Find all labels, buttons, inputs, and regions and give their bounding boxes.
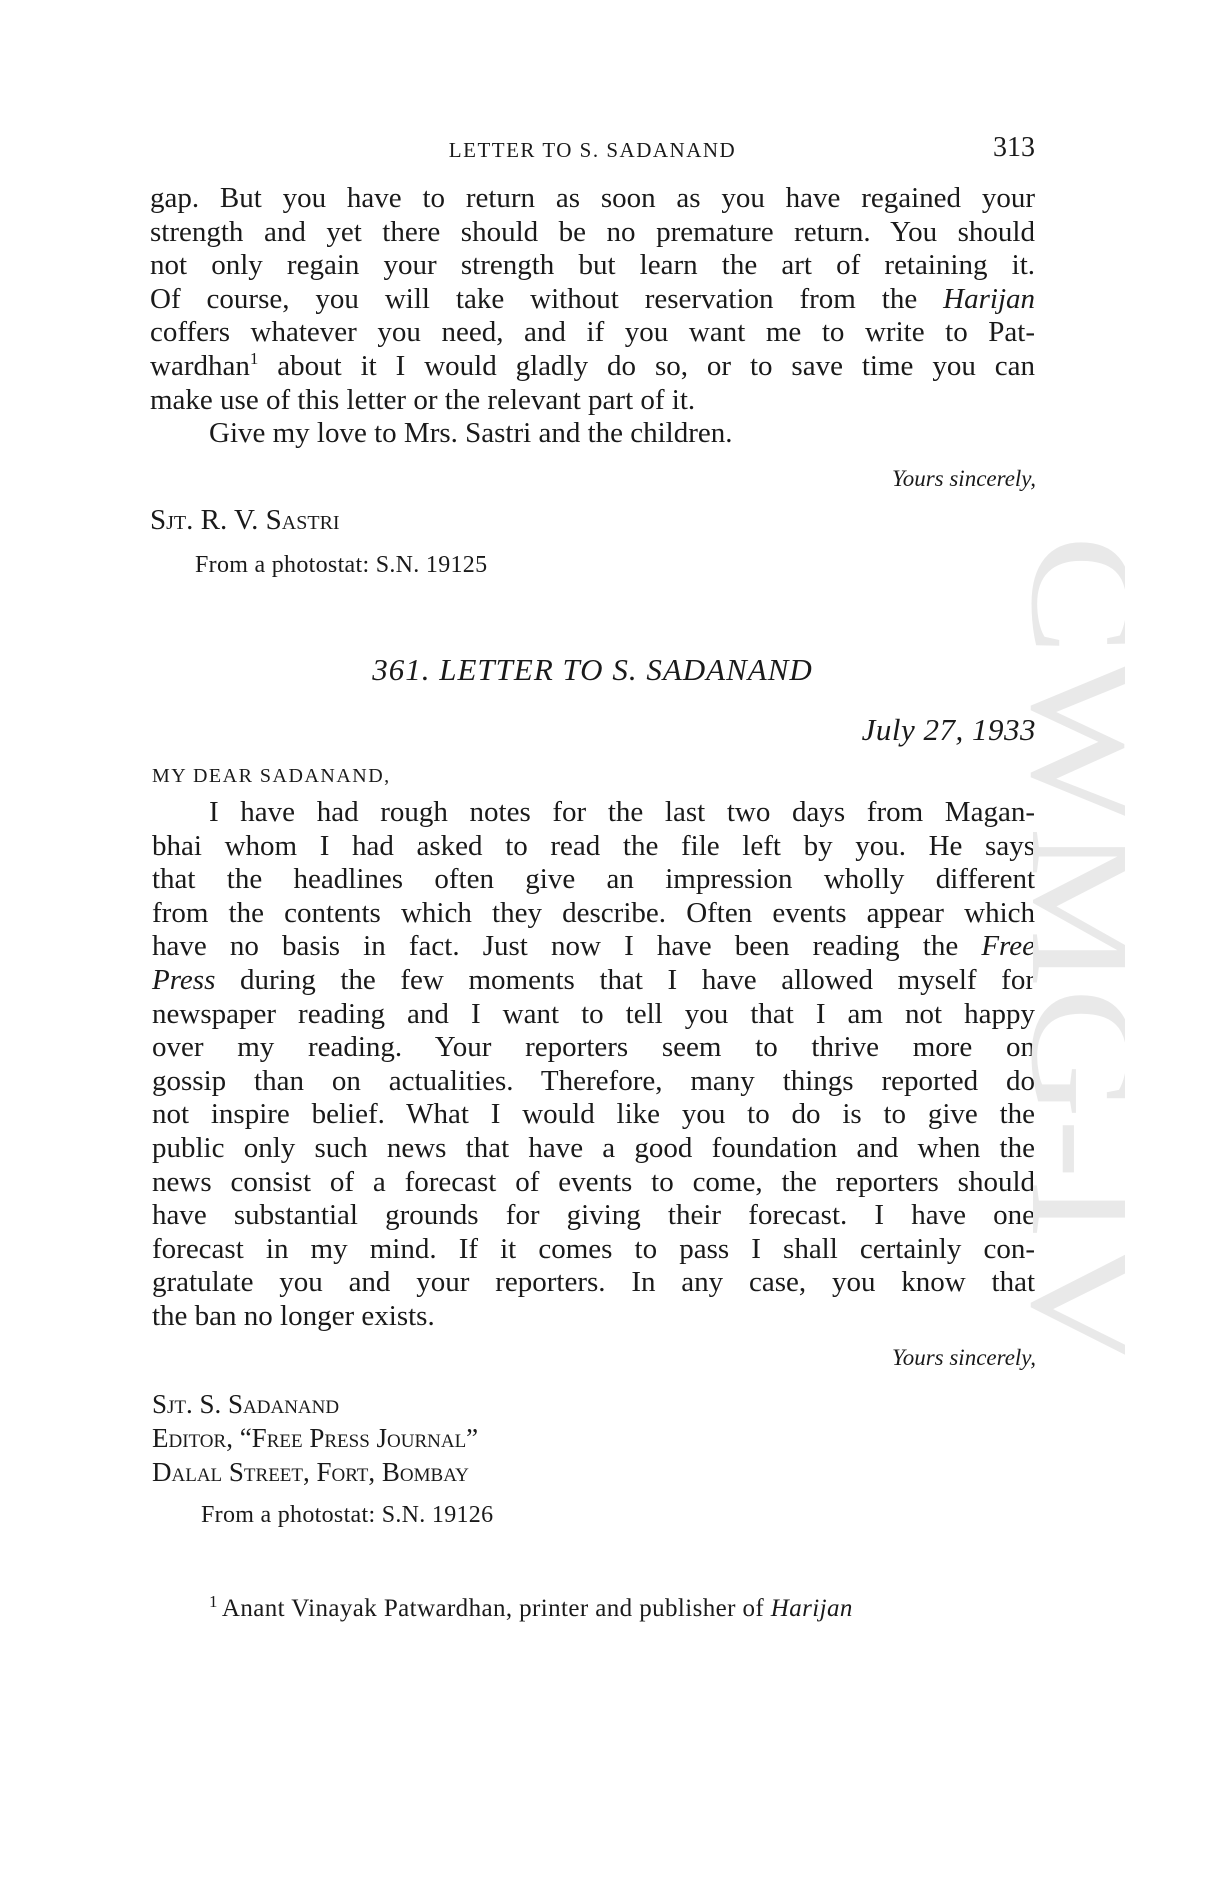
addressee-line: Sjt. R. V. Sastri <box>150 504 340 536</box>
continuation-paragraph <box>150 182 1035 417</box>
text-fragment: have no basis in fact. Just now I have been reading the <box>152 930 959 963</box>
footnote <box>209 1592 853 1623</box>
text-line: gap. But you have to return as soon as you have regained your <box>150 182 1035 214</box>
text-line: coffers whatever you need, and if you want me to write to Pat- <box>150 316 1035 349</box>
italic-free: Free <box>981 930 1036 963</box>
footnote-text: Anant Vinayak Patwardhan, printer and publisher of <box>221 1595 765 1622</box>
footnote-ref: 1 <box>249 348 259 368</box>
text-line: public only such news that have a good foundation and when the <box>152 1131 1035 1164</box>
watermark <box>1005 535 1125 1370</box>
italic-harijan: Harijan <box>943 282 1036 315</box>
recipient-address <box>152 1387 478 1489</box>
text-fragment: about it I would gladly do so, or to save time you can <box>277 349 1035 382</box>
text-line: over my reading. Your reporters seem to thrive more on <box>152 1031 1035 1064</box>
page-number: 313 <box>993 132 1035 163</box>
running-title: LETTER TO S. SADANAND <box>448 138 737 162</box>
love-line <box>209 417 1009 451</box>
footnote-mark: 1 <box>209 1592 218 1611</box>
watermark-text: CWMG-IV <box>1005 535 1125 1227</box>
address-line: Dalal Street, Fort, Bombay <box>152 1457 469 1487</box>
text-fragment: during the few moments that I have allowed myself for <box>240 963 1035 996</box>
text-line <box>150 283 1035 317</box>
text-line <box>150 350 1035 384</box>
text-line: forecast in my mind. If it comes to pass I shall certainly con- <box>152 1232 1035 1265</box>
footnote-italic: Harijan <box>770 1595 853 1622</box>
running-head <box>150 132 1035 168</box>
text-line: have substantial grounds for giving their forecast. I have one <box>152 1199 1035 1232</box>
letter-body <box>152 796 1035 1334</box>
text-fragment: Of course, you will take without reservation from the <box>150 282 918 315</box>
text-line: strength and yet there should be no premature return. You should <box>150 215 1035 248</box>
text-line: that the headlines often give an impression wholly different <box>152 863 1035 896</box>
text-line: bhai whom I had asked to read the file left by you. He says <box>152 829 1035 862</box>
text-line: gossip than on actualities. Therefore, many things reported do <box>152 1064 1035 1097</box>
addressee <box>150 503 340 537</box>
text-fragment: wardhan <box>150 349 250 382</box>
text-line: not only regain your strength but learn the art of retaining it. <box>150 249 1035 282</box>
text-line: news consist of a forecast of events to come, the reporters should <box>152 1165 1035 1198</box>
text-line <box>152 964 1035 998</box>
text-line: not inspire belief. What I would like you to do is to give the <box>152 1098 1035 1131</box>
closing-signature: Yours sincerely, <box>892 466 1036 491</box>
text-line: I have had rough notes for the last two days from Magan- <box>209 796 1035 828</box>
address-line: Sjt. S. Sadanand <box>152 1389 340 1419</box>
watermark-graphic <box>1005 535 1125 1370</box>
salutation: MY DEAR SADANAND, <box>152 765 391 787</box>
text-line: make use of this letter or the relevant part of it. <box>150 383 696 416</box>
closing-signature: Yours sincerely, <box>892 1345 1036 1370</box>
text-line: from the contents which they describe. Often events appear which <box>152 896 1035 929</box>
text-line: gratulate you and your reporters. In any case, you know that <box>152 1266 1035 1299</box>
text-line: the ban no longer exists. <box>152 1299 435 1332</box>
text-line: newspaper reading and I want to tell you that I am not happy <box>152 997 1035 1030</box>
document-heading: 361. LETTER TO S. SADANAND <box>372 652 813 687</box>
italic-press: Press <box>152 963 216 996</box>
text-line <box>152 930 1035 964</box>
source-note: From a photostat: S.N. 19125 <box>195 552 488 578</box>
source-note: From a photostat: S.N. 19126 <box>201 1502 494 1528</box>
text-line: Give my love to Mrs. Sastri and the children. <box>209 417 733 449</box>
address-line: Editor, “Free Press Journal” <box>152 1423 479 1453</box>
letter-date: July 27, 1933 <box>861 712 1036 747</box>
